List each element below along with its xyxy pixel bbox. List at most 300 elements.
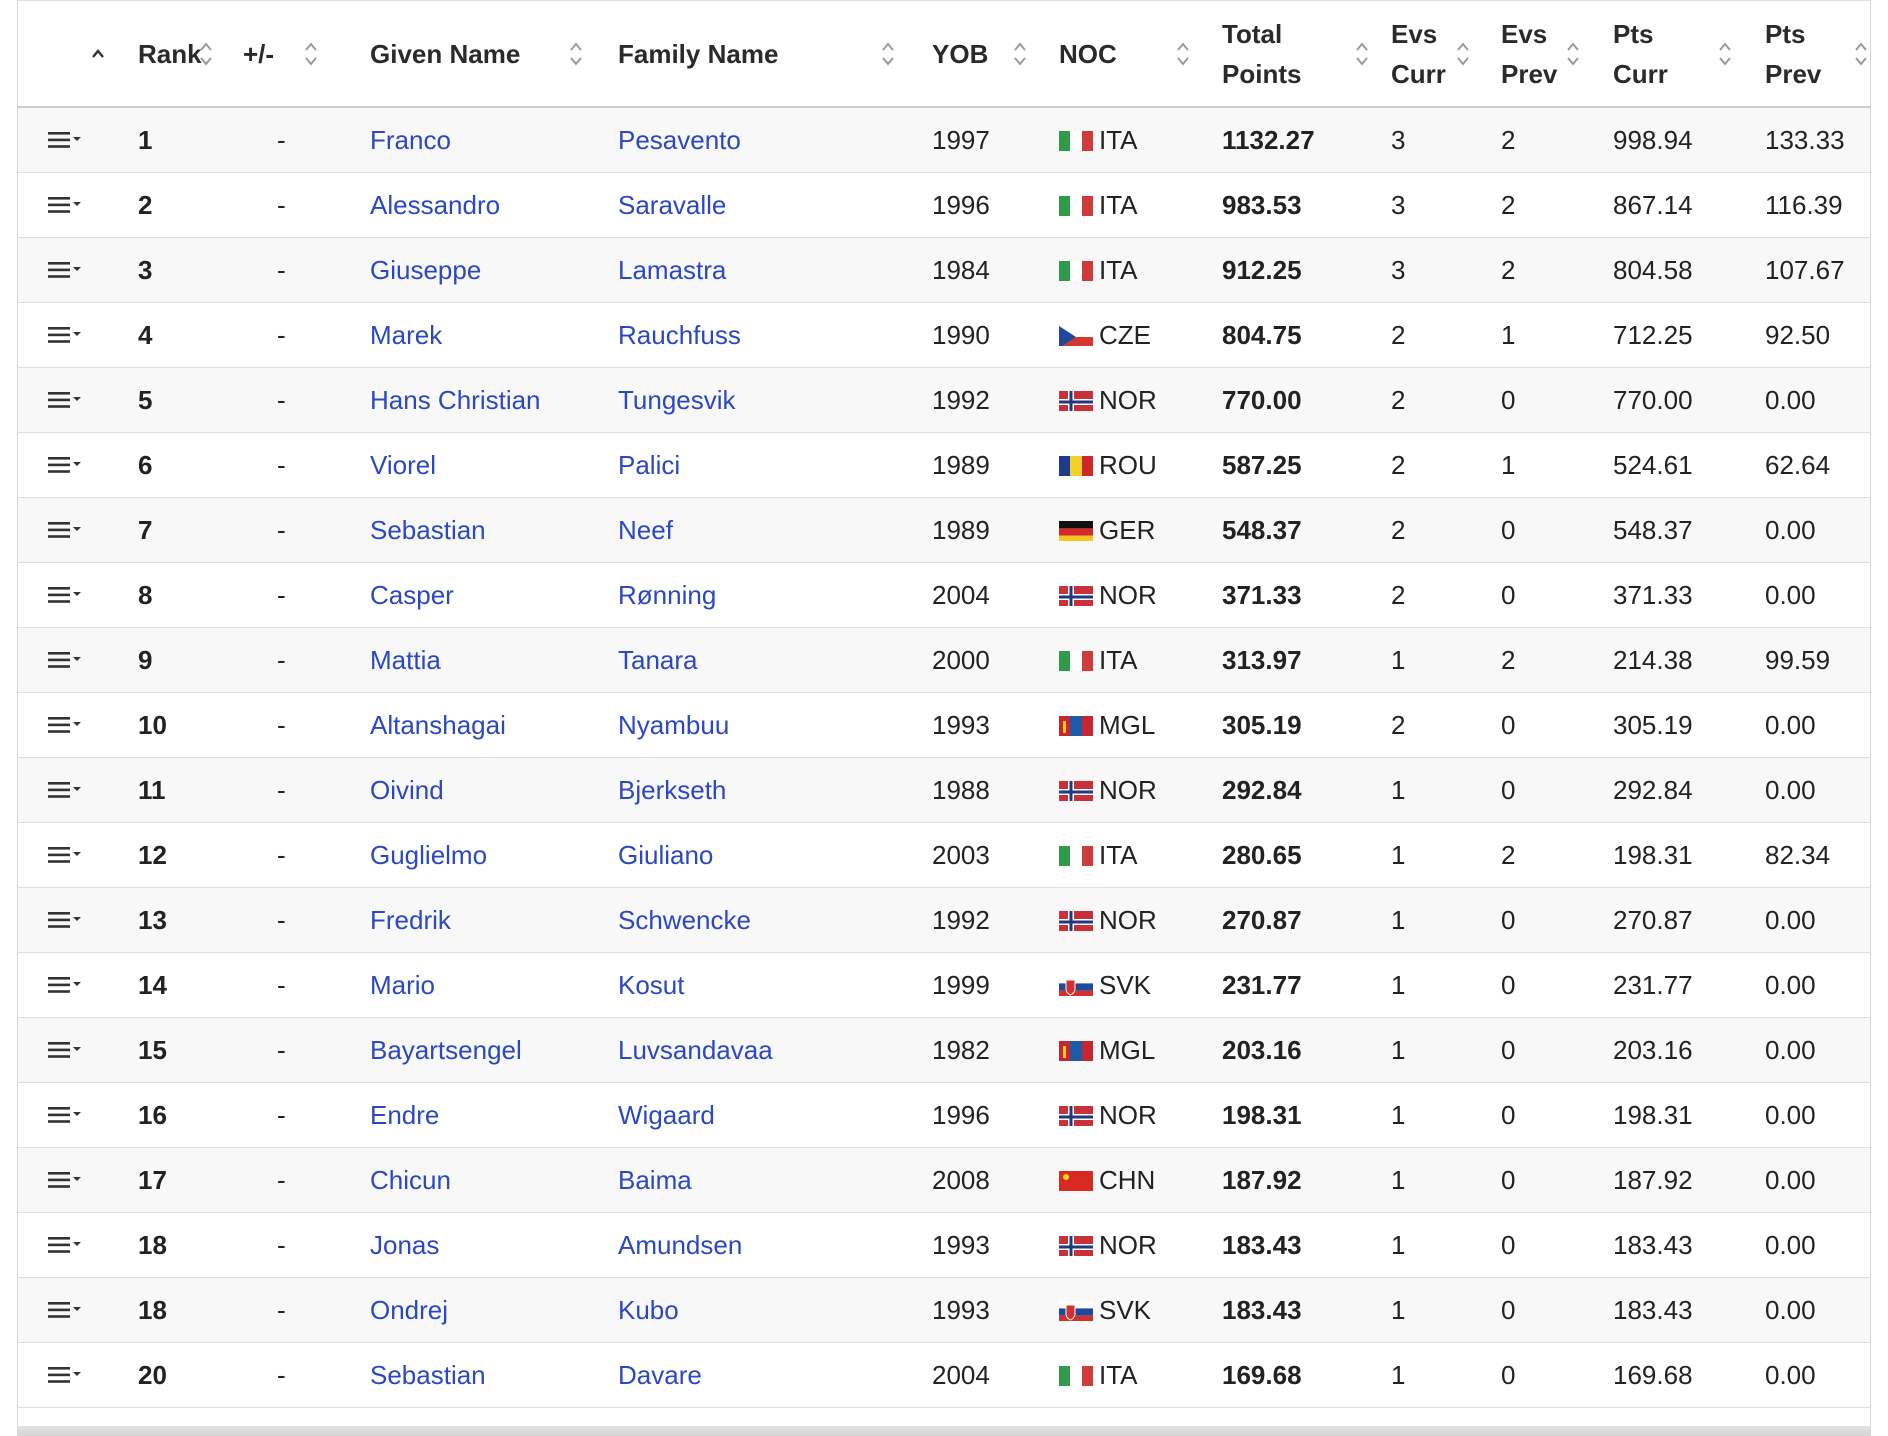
header-rank[interactable] xyxy=(138,1,243,106)
row-menu-icon[interactable] xyxy=(46,843,138,867)
row-menu-icon[interactable] xyxy=(46,1298,138,1322)
header-pts_curr[interactable] xyxy=(1583,1,1735,106)
pts-prev-cell: 0.00 xyxy=(1765,1099,1816,1130)
table-row[interactable] xyxy=(18,1148,1870,1213)
total-points-cell: 187.92 xyxy=(1222,1164,1302,1195)
total-points-cell: 548.37 xyxy=(1222,514,1302,545)
evs-curr-cell: 2 xyxy=(1391,514,1406,545)
noc-cell xyxy=(1029,190,1192,221)
yob-cell: 2004 xyxy=(932,1359,990,1390)
change-cell: - xyxy=(277,254,286,285)
pts-prev-cell: 99.59 xyxy=(1765,644,1831,675)
change-cell: - xyxy=(277,124,286,155)
yob-cell: 1989 xyxy=(932,449,990,480)
given-name-link[interactable]: Marek xyxy=(370,319,443,350)
change-cell: - xyxy=(277,774,286,805)
total-points-cell: 305.19 xyxy=(1222,709,1302,740)
evs-curr-cell: 2 xyxy=(1391,384,1406,415)
given-name-link[interactable]: Viorel xyxy=(370,449,437,480)
total-points-cell: 203.16 xyxy=(1222,1034,1302,1065)
row-menu-cell[interactable] xyxy=(18,453,138,477)
family-name-link[interactable]: Kubo xyxy=(618,1294,679,1325)
table-row[interactable] xyxy=(18,238,1870,303)
row-menu-icon[interactable] xyxy=(46,1038,138,1062)
given-name-link[interactable]: Alessandro xyxy=(370,189,501,220)
evs-prev-cell: 0 xyxy=(1501,1099,1516,1130)
evs-curr-cell: 3 xyxy=(1391,254,1406,285)
row-menu-cell[interactable] xyxy=(18,128,138,152)
horizontal-scrollbar[interactable] xyxy=(18,1426,1870,1436)
header-noc[interactable] xyxy=(1029,1,1192,106)
change-cell: - xyxy=(277,514,286,545)
table-row[interactable] xyxy=(18,693,1870,758)
noc-code: ITA xyxy=(1099,254,1138,285)
evs-curr-cell: 2 xyxy=(1391,579,1406,610)
given-name-link[interactable]: Altanshagai xyxy=(370,709,506,740)
sort-icon[interactable] xyxy=(880,39,896,69)
noc-cell xyxy=(1029,1230,1192,1261)
sort-icon[interactable] xyxy=(1012,39,1028,69)
noc-cell xyxy=(1029,580,1192,611)
rank-cell: 8 xyxy=(138,579,153,610)
sort-icon[interactable] xyxy=(198,39,214,69)
flag-nor-icon xyxy=(1059,1234,1093,1256)
noc-code: NOR xyxy=(1099,1229,1157,1260)
change-cell: - xyxy=(277,1229,286,1260)
noc-code: NOR xyxy=(1099,904,1157,935)
row-menu-cell[interactable] xyxy=(18,583,138,607)
family-name-link[interactable]: Schwencke xyxy=(618,904,751,935)
row-menu-icon[interactable] xyxy=(46,1168,138,1192)
family-name-link[interactable]: Bjerkseth xyxy=(618,774,727,805)
yob-cell: 2000 xyxy=(932,644,990,675)
family-name-link[interactable]: Nyambuu xyxy=(618,709,730,740)
header-yob[interactable] xyxy=(902,1,1029,106)
row-menu-icon[interactable] xyxy=(46,908,138,932)
flag-svk-icon xyxy=(1059,974,1093,996)
noc-code: SVK xyxy=(1099,1294,1152,1325)
row-menu-icon[interactable] xyxy=(46,973,138,997)
row-menu-cell[interactable] xyxy=(18,388,138,412)
rank-cell: 18 xyxy=(138,1294,167,1325)
row-menu-icon[interactable] xyxy=(46,388,138,412)
pts-curr-cell: 998.94 xyxy=(1613,124,1693,155)
row-menu-icon[interactable] xyxy=(46,453,138,477)
pts-curr-cell: 183.43 xyxy=(1613,1294,1693,1325)
family-name-link[interactable]: Davare xyxy=(618,1359,702,1390)
row-menu-icon[interactable] xyxy=(46,713,138,737)
pts-prev-cell: 116.39 xyxy=(1765,189,1843,220)
pts-prev-cell: 0.00 xyxy=(1765,709,1816,740)
pts-curr-cell: 371.33 xyxy=(1613,579,1693,610)
flag-nor-icon xyxy=(1059,389,1093,411)
total-points-cell: 804.75 xyxy=(1222,319,1302,350)
row-menu-cell[interactable] xyxy=(18,1233,138,1257)
noc-code: CZE xyxy=(1099,319,1151,350)
pts-prev-cell: 0.00 xyxy=(1765,384,1816,415)
table-row[interactable] xyxy=(18,823,1870,888)
given-name-link[interactable]: Guglielmo xyxy=(370,839,488,870)
row-menu-icon[interactable] xyxy=(46,128,138,152)
given-name-link[interactable]: Oivind xyxy=(370,774,444,805)
row-menu-icon[interactable] xyxy=(46,778,138,802)
noc-code: ITA xyxy=(1099,839,1138,870)
evs-curr-cell: 1 xyxy=(1391,1099,1406,1130)
table-row[interactable] xyxy=(18,888,1870,953)
family-name-link[interactable]: Tungesvik xyxy=(618,384,736,415)
total-points-cell: 292.84 xyxy=(1222,774,1302,805)
header-total[interactable] xyxy=(1192,1,1361,106)
yob-cell: 1992 xyxy=(932,384,990,415)
evs-prev-cell: 0 xyxy=(1501,1164,1516,1195)
sort-icon[interactable] xyxy=(1565,39,1581,69)
rankings-table xyxy=(17,0,1871,1436)
pts-curr-cell: 231.77 xyxy=(1613,969,1693,1000)
row-menu-cell[interactable] xyxy=(18,1038,138,1062)
row-menu-cell[interactable] xyxy=(18,778,138,802)
sort-icon[interactable] xyxy=(1717,39,1733,69)
table-row[interactable] xyxy=(18,758,1870,823)
header-family[interactable] xyxy=(588,1,902,106)
noc-code: NOR xyxy=(1099,774,1157,805)
total-points-cell: 270.87 xyxy=(1222,904,1302,935)
given-name-link[interactable]: Bayartsengel xyxy=(370,1034,522,1065)
family-name-link[interactable]: Lamastra xyxy=(618,254,727,285)
table-row[interactable] xyxy=(18,1083,1870,1148)
header-label-pts_curr: Pts Curr xyxy=(1613,18,1668,89)
total-points-cell: 183.43 xyxy=(1222,1229,1302,1260)
noc-cell xyxy=(1029,775,1192,806)
sort-ascending-icon[interactable] xyxy=(90,39,106,69)
evs-prev-cell: 0 xyxy=(1501,579,1516,610)
change-cell: - xyxy=(277,319,286,350)
header-label-evs_prev: Evs Prev xyxy=(1501,18,1558,89)
header-label-evs_curr: Evs Curr xyxy=(1391,18,1446,89)
pts-prev-cell: 0.00 xyxy=(1765,969,1816,1000)
family-name-link[interactable]: Rauchfuss xyxy=(618,319,741,350)
pts-curr-cell: 524.61 xyxy=(1613,449,1693,480)
total-points-cell: 183.43 xyxy=(1222,1294,1302,1325)
evs-curr-cell: 1 xyxy=(1391,1294,1406,1325)
given-name-link[interactable]: Jonas xyxy=(370,1229,440,1260)
rank-cell: 2 xyxy=(138,189,153,220)
table-body xyxy=(18,108,1870,1408)
pts-curr-cell: 548.37 xyxy=(1613,514,1693,545)
change-cell: - xyxy=(277,1034,286,1065)
pts-curr-cell: 712.25 xyxy=(1613,319,1693,350)
sort-icon[interactable] xyxy=(303,39,319,69)
header-label-family: Family Name xyxy=(618,38,779,69)
noc-cell xyxy=(1029,255,1192,286)
table-row[interactable] xyxy=(18,1343,1870,1408)
rank-cell: 7 xyxy=(138,514,153,545)
evs-prev-cell: 2 xyxy=(1501,254,1516,285)
total-points-cell: 280.65 xyxy=(1222,839,1302,870)
noc-code: MGL xyxy=(1099,709,1156,740)
table-row[interactable] xyxy=(18,498,1870,563)
noc-code: GER xyxy=(1099,514,1156,545)
header-label-total: Total Points xyxy=(1222,18,1302,89)
total-points-cell: 770.00 xyxy=(1222,384,1302,415)
pts-prev-cell: 0.00 xyxy=(1765,1164,1816,1195)
change-cell: - xyxy=(277,644,286,675)
noc-cell xyxy=(1029,710,1192,741)
change-cell: - xyxy=(277,1164,286,1195)
evs-curr-cell: 1 xyxy=(1391,1164,1406,1195)
row-menu-cell[interactable] xyxy=(18,518,138,542)
row-menu-cell[interactable] xyxy=(18,1168,138,1192)
family-name-link[interactable]: Saravalle xyxy=(618,189,727,220)
given-name-link[interactable]: Ondrej xyxy=(370,1294,449,1325)
row-menu-cell[interactable] xyxy=(18,843,138,867)
table-row[interactable] xyxy=(18,953,1870,1018)
flag-mgl-icon xyxy=(1059,714,1093,736)
yob-cell: 2003 xyxy=(932,839,990,870)
yob-cell: 1989 xyxy=(932,514,990,545)
pts-curr-cell: 867.14 xyxy=(1613,189,1693,220)
evs-curr-cell: 2 xyxy=(1391,449,1406,480)
pts-curr-cell: 198.31 xyxy=(1613,1099,1693,1130)
evs-prev-cell: 0 xyxy=(1501,384,1516,415)
pts-prev-cell: 0.00 xyxy=(1765,774,1816,805)
noc-code: MGL xyxy=(1099,1034,1156,1065)
evs-prev-cell: 0 xyxy=(1501,1359,1516,1390)
evs-curr-cell: 1 xyxy=(1391,904,1406,935)
header-pts_prev[interactable] xyxy=(1735,1,1870,106)
row-menu-cell[interactable] xyxy=(18,323,138,347)
noc-cell xyxy=(1029,645,1192,676)
rank-cell: 20 xyxy=(138,1359,167,1390)
row-menu-icon[interactable] xyxy=(46,258,138,282)
row-menu-cell[interactable] xyxy=(18,1363,138,1387)
family-name-link[interactable]: Luvsandavaa xyxy=(618,1034,773,1065)
noc-cell xyxy=(1029,1295,1192,1326)
noc-cell xyxy=(1029,385,1192,416)
table-row[interactable] xyxy=(18,1018,1870,1083)
table-row[interactable] xyxy=(18,173,1870,238)
evs-prev-cell: 2 xyxy=(1501,644,1516,675)
evs-curr-cell: 1 xyxy=(1391,1229,1406,1260)
evs-curr-cell: 1 xyxy=(1391,969,1406,1000)
family-name-link[interactable]: Neef xyxy=(618,514,673,545)
row-menu-cell[interactable] xyxy=(18,973,138,997)
table-row[interactable] xyxy=(18,368,1870,433)
rank-cell: 12 xyxy=(138,839,167,870)
sort-icon[interactable] xyxy=(568,39,584,69)
sort-icon[interactable] xyxy=(1455,39,1471,69)
given-name-link[interactable]: Sebastian xyxy=(370,1359,486,1390)
pts-curr-cell: 305.19 xyxy=(1613,709,1693,740)
family-name-link[interactable]: Rønning xyxy=(618,579,717,610)
yob-cell: 1993 xyxy=(932,1294,990,1325)
pts-curr-cell: 292.84 xyxy=(1613,774,1693,805)
pts-curr-cell: 198.31 xyxy=(1613,839,1693,870)
pts-prev-cell: 107.67 xyxy=(1765,254,1845,285)
header-evs_curr[interactable] xyxy=(1361,1,1471,106)
rank-cell: 6 xyxy=(138,449,153,480)
rank-cell: 5 xyxy=(138,384,153,415)
rank-cell: 3 xyxy=(138,254,153,285)
change-cell: - xyxy=(277,449,286,480)
row-menu-icon[interactable] xyxy=(46,323,138,347)
noc-code: SVK xyxy=(1099,969,1152,1000)
family-name-link[interactable]: Amundsen xyxy=(618,1229,743,1260)
given-name-link[interactable]: Hans Christian xyxy=(370,384,541,415)
noc-cell xyxy=(1029,1360,1192,1391)
flag-cze-icon xyxy=(1059,324,1093,346)
evs-curr-cell: 2 xyxy=(1391,709,1406,740)
family-name-link[interactable]: Palici xyxy=(618,449,681,480)
table-row[interactable] xyxy=(18,1213,1870,1278)
header-label-noc: NOC xyxy=(1059,38,1117,69)
header-label-pts_prev: Pts Prev xyxy=(1765,18,1822,89)
family-name-link[interactable]: Tanara xyxy=(618,644,698,675)
yob-cell: 1996 xyxy=(932,189,990,220)
header-evs_prev[interactable] xyxy=(1471,1,1583,106)
header-label-rank: Rank xyxy=(138,38,202,69)
row-menu-cell[interactable] xyxy=(18,1298,138,1322)
pts-prev-cell: 0.00 xyxy=(1765,514,1816,545)
given-name-link[interactable]: Franco xyxy=(370,124,451,155)
change-cell: - xyxy=(277,579,286,610)
rank-cell: 18 xyxy=(138,1229,167,1260)
flag-ita-icon xyxy=(1059,129,1093,151)
row-menu-icon[interactable] xyxy=(46,193,138,217)
table-row[interactable] xyxy=(18,563,1870,628)
given-name-link[interactable]: Chicun xyxy=(370,1164,451,1195)
flag-nor-icon xyxy=(1059,909,1093,931)
pts-curr-cell: 169.68 xyxy=(1613,1359,1693,1390)
yob-cell: 1992 xyxy=(932,904,990,935)
row-menu-icon[interactable] xyxy=(46,518,138,542)
evs-prev-cell: 2 xyxy=(1501,839,1516,870)
rank-cell: 15 xyxy=(138,1034,167,1065)
given-name-link[interactable]: Endre xyxy=(370,1099,440,1130)
sort-icon[interactable] xyxy=(1175,39,1191,69)
given-name-link[interactable]: Mario xyxy=(370,969,436,1000)
rank-cell: 16 xyxy=(138,1099,167,1130)
rank-cell: 9 xyxy=(138,644,153,675)
pts-curr-cell: 770.00 xyxy=(1613,384,1693,415)
evs-prev-cell: 0 xyxy=(1501,709,1516,740)
yob-cell: 1999 xyxy=(932,969,990,1000)
yob-cell: 1993 xyxy=(932,709,990,740)
evs-prev-cell: 0 xyxy=(1501,1034,1516,1065)
row-menu-cell[interactable] xyxy=(18,648,138,672)
total-points-cell: 231.77 xyxy=(1222,969,1302,1000)
yob-cell: 1984 xyxy=(932,254,990,285)
evs-prev-cell: 0 xyxy=(1501,904,1516,935)
flag-ita-icon xyxy=(1059,194,1093,216)
rank-cell: 14 xyxy=(138,969,167,1000)
yob-cell: 1997 xyxy=(932,124,990,155)
given-name-link[interactable]: Mattia xyxy=(370,644,441,675)
rank-cell: 17 xyxy=(138,1164,167,1195)
flag-rou-icon xyxy=(1059,454,1093,476)
change-cell: - xyxy=(277,709,286,740)
family-name-link[interactable]: Wigaard xyxy=(618,1099,715,1130)
header-menu[interactable] xyxy=(18,1,138,106)
noc-cell xyxy=(1029,125,1192,156)
family-name-link[interactable]: Pesavento xyxy=(618,124,741,155)
change-cell: - xyxy=(277,189,286,220)
noc-code: ITA xyxy=(1099,644,1138,675)
flag-ita-icon xyxy=(1059,1364,1093,1386)
evs-curr-cell: 1 xyxy=(1391,774,1406,805)
pts-curr-cell: 203.16 xyxy=(1613,1034,1693,1065)
header-given[interactable] xyxy=(340,1,588,106)
pts-prev-cell: 0.00 xyxy=(1765,1359,1816,1390)
noc-code: ROU xyxy=(1099,449,1157,480)
flag-nor-icon xyxy=(1059,584,1093,606)
yob-cell: 1982 xyxy=(932,1034,990,1065)
noc-cell xyxy=(1029,905,1192,936)
table-row[interactable] xyxy=(18,1278,1870,1343)
row-menu-icon[interactable] xyxy=(46,1103,138,1127)
row-menu-cell[interactable] xyxy=(18,258,138,282)
rank-cell: 1 xyxy=(138,124,153,155)
pts-prev-cell: 0.00 xyxy=(1765,1034,1816,1065)
noc-cell xyxy=(1029,1035,1192,1066)
noc-cell xyxy=(1029,840,1192,871)
evs-prev-cell: 0 xyxy=(1501,514,1516,545)
flag-nor-icon xyxy=(1059,779,1093,801)
row-menu-icon[interactable] xyxy=(46,583,138,607)
noc-code: ITA xyxy=(1099,189,1138,220)
change-cell: - xyxy=(277,1359,286,1390)
total-points-cell: 198.31 xyxy=(1222,1099,1302,1130)
rank-cell: 13 xyxy=(138,904,167,935)
noc-code: CHN xyxy=(1099,1164,1156,1195)
evs-curr-cell: 2 xyxy=(1391,319,1406,350)
table-row[interactable] xyxy=(18,108,1870,173)
row-menu-icon[interactable] xyxy=(46,1233,138,1257)
evs-prev-cell: 2 xyxy=(1501,189,1516,220)
noc-cell xyxy=(1029,970,1192,1001)
table-row[interactable] xyxy=(18,303,1870,368)
yob-cell: 1990 xyxy=(932,319,990,350)
table-header xyxy=(18,0,1870,108)
table-row[interactable] xyxy=(18,433,1870,498)
row-menu-cell[interactable] xyxy=(18,713,138,737)
pts-curr-cell: 804.58 xyxy=(1613,254,1693,285)
given-name-link[interactable]: Casper xyxy=(370,579,454,610)
table-row[interactable] xyxy=(18,628,1870,693)
family-name-link[interactable]: Kosut xyxy=(618,969,685,1000)
row-menu-cell[interactable] xyxy=(18,1103,138,1127)
total-points-cell: 1132.27 xyxy=(1222,124,1315,155)
row-menu-icon[interactable] xyxy=(46,1363,138,1387)
given-name-link[interactable]: Sebastian xyxy=(370,514,486,545)
row-menu-icon[interactable] xyxy=(46,648,138,672)
evs-prev-cell: 2 xyxy=(1501,124,1516,155)
sort-icon[interactable] xyxy=(1853,39,1869,69)
pts-curr-cell: 183.43 xyxy=(1613,1229,1693,1260)
flag-ger-icon xyxy=(1059,519,1093,541)
family-name-link[interactable]: Baima xyxy=(618,1164,692,1195)
noc-code: NOR xyxy=(1099,579,1157,610)
change-cell: - xyxy=(277,1099,286,1130)
given-name-link[interactable]: Giuseppe xyxy=(370,254,482,285)
pts-prev-cell: 92.50 xyxy=(1765,319,1831,350)
pts-curr-cell: 270.87 xyxy=(1613,904,1693,935)
given-name-link[interactable]: Fredrik xyxy=(370,904,451,935)
row-menu-cell[interactable] xyxy=(18,193,138,217)
noc-cell xyxy=(1029,1100,1192,1131)
header-change[interactable] xyxy=(243,1,340,106)
row-menu-cell[interactable] xyxy=(18,908,138,932)
family-name-link[interactable]: Giuliano xyxy=(618,839,714,870)
